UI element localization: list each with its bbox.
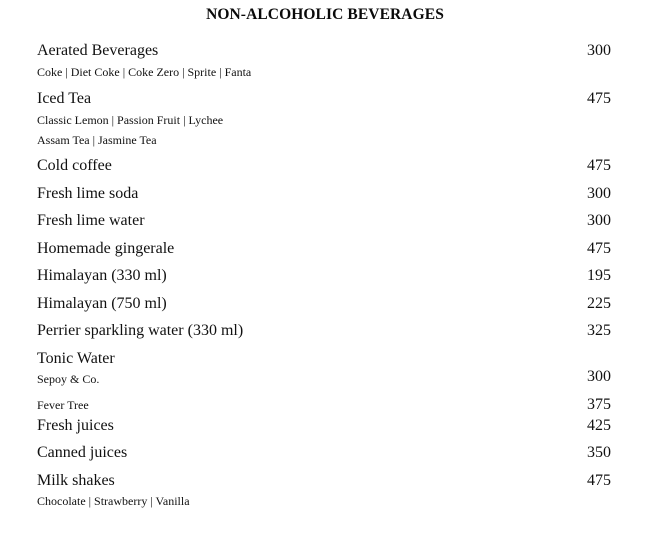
menu-item-name: Tonic Water [37, 350, 115, 367]
menu-item-name: Canned juices [37, 444, 128, 461]
menu-item-options: Coke | Diet Coke | Coke Zero | Sprite | Fanta [37, 65, 252, 79]
menu-item-price: 425 [587, 417, 611, 434]
menu-item-variant-name: Sepoy & Co. [37, 372, 100, 386]
menu-item-name: Iced Tea [37, 90, 92, 107]
menu-item-price: 475 [587, 90, 611, 107]
menu-item-name: Homemade gingerale [37, 240, 175, 257]
menu-item-variant-name: Fever Tree [37, 398, 89, 412]
menu-item-options: Assam Tea | Jasmine Tea [37, 133, 157, 147]
menu-item-variant-price: 375 [587, 396, 611, 413]
menu-item-name: Himalayan (330 ml) [37, 267, 167, 284]
menu-item-price: 225 [587, 295, 611, 312]
menu-item-options: Chocolate | Strawberry | Vanilla [37, 494, 190, 508]
menu-item-name: Perrier sparkling water (330 ml) [37, 322, 244, 339]
menu-item-name: Fresh juices [37, 417, 114, 434]
menu-item-price: 475 [587, 472, 611, 489]
menu-item-price: 300 [587, 212, 611, 229]
menu-item-price: 475 [587, 240, 611, 257]
menu-item-price: 300 [587, 185, 611, 202]
menu-item-name: Fresh lime water [37, 212, 145, 229]
menu-item-price: 300 [587, 42, 611, 59]
menu-item-price: 325 [587, 322, 611, 339]
menu-item-options: Classic Lemon | Passion Fruit | Lychee [37, 113, 224, 127]
menu-item-name: Milk shakes [37, 472, 115, 489]
menu-item-name: Himalayan (750 ml) [37, 295, 167, 312]
menu-item-name: Fresh lime soda [37, 185, 139, 202]
menu-item-price: 195 [587, 267, 611, 284]
menu-title: NON-ALCOHOLIC BEVERAGES [206, 6, 444, 23]
menu-item-name: Cold coffee [37, 157, 112, 174]
menu-item-price: 350 [587, 444, 611, 461]
menu-item-variant-price: 300 [587, 368, 611, 385]
menu-item-price: 475 [587, 157, 611, 174]
menu-item-name: Aerated Beverages [37, 42, 159, 59]
